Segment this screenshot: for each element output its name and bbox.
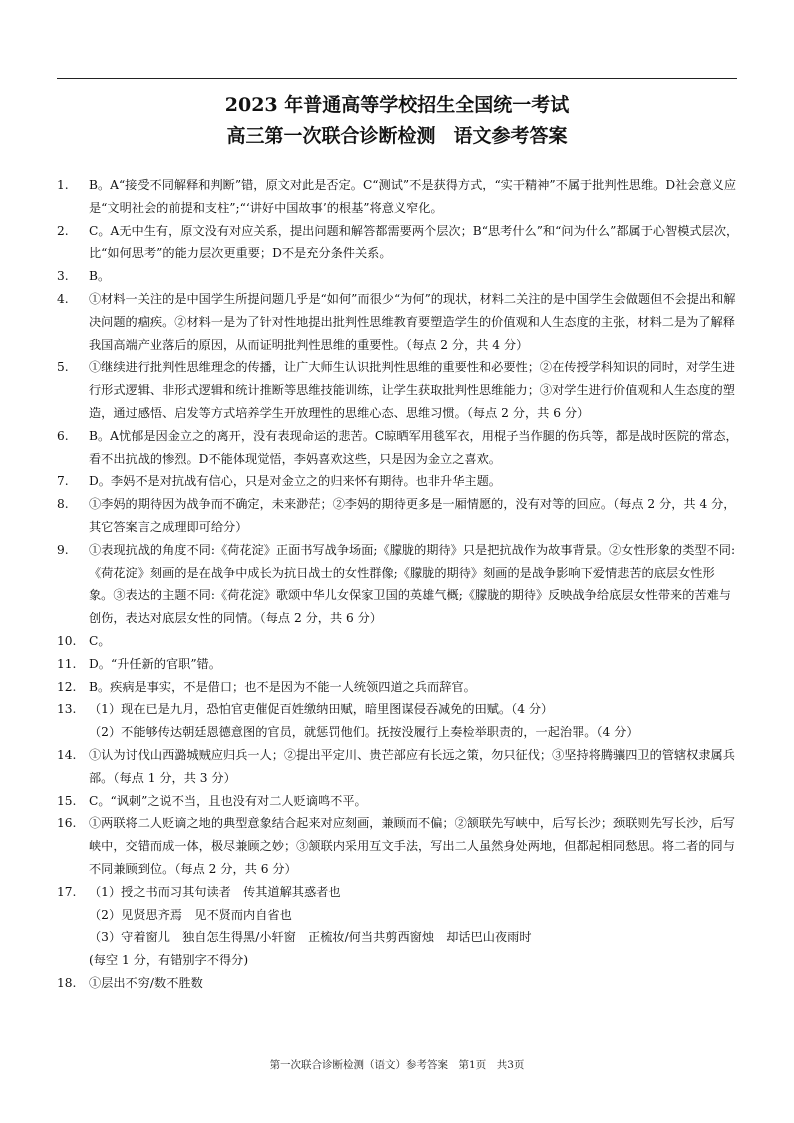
answer-number: 13. — [57, 702, 77, 717]
answer-item — [57, 790, 739, 813]
answer-number: 17. — [57, 884, 77, 899]
answer-item — [57, 288, 739, 356]
answer-text: ①认为讨伐山西潞城贼应归兵一人；②提出平定川、贵芒部应有长远之策，勿只征伐；③坚持将腾骧四卫的管辖权隶属兵部。（每点 1 分，共 3 分） — [89, 747, 735, 785]
answer-text: ①层出不穷/数不胜数 — [89, 975, 203, 990]
top-rule — [57, 78, 737, 79]
answer-text: D。“升任新的官职”错。 — [89, 656, 221, 671]
answer-item — [57, 744, 739, 790]
answer-number: 18. — [57, 975, 77, 990]
answer-number: 10. — [57, 633, 77, 648]
answer-item — [57, 356, 739, 424]
answer-text: B。A“接受不同解释和判断”错，原文对此是否定。C“测试”不是获得方式，“实干精神”不属于批判性思维。D社会意义应是“文明社会的前提和支柱”;“‘讲好中国故事’的根基”将意义窄化。 — [89, 178, 737, 215]
answer-text: B。 — [89, 269, 111, 284]
answer-number: 9. — [57, 542, 69, 557]
exam-title: 2023 年普通高等学校招生全国统一考试 — [224, 94, 570, 116]
answer-item — [57, 265, 739, 288]
answer-item — [57, 972, 739, 995]
answer-item — [57, 220, 739, 266]
answer-number: 11. — [57, 656, 77, 671]
answer-text: ①继续进行批判性思维理念的传播，让广大师生认识批判性思维的重要性和必要性；②在传授学科知识的同时，对学生进行形式逻辑、非形式逻辑和统计推断等思维技能训练，让学生获取批判性思维能力；③对学生进行价值观和人生态度的塑造，通过感悟、启发等方式培养学生开放理性的思维心态、思维习惯。（每点 2 分，共 6 分） — [89, 360, 735, 420]
answer-text: （2）不能够传达朝廷恩德意图的官员，就惩罚他们。抚按没履行上奏检举职责的，一起治罪。（4 分） — [89, 725, 639, 740]
answer-text: （3）守着窗儿 独自怎生得黑/小轩窗 正梳妆/何当共剪西窗烛 却话巴山夜雨时 — [89, 930, 532, 945]
answer-item — [57, 653, 739, 676]
answer-text: ①材料一关注的是中国学生所提问题几乎是“如何”而很少“为何”的现状，材料二关注的是中国学生会做题但不会提出和解决问题的痼疾。②材料一是为了针对性地提出批判性思维教育要塑造学生的价值观和人生态度的主张，材料二是为了解释我国高端产业落后的原因，从而证明批判性思维的重要性。（每点 2 分，共 4 分） — [89, 291, 736, 352]
answer-number: 14. — [57, 747, 77, 762]
answer-number: 15. — [57, 793, 77, 808]
answer-number: 2. — [57, 223, 69, 238]
answer-item — [57, 539, 739, 630]
answer-text: （2）见贤思齐焉 见不贤而内自省也 — [89, 907, 292, 922]
answer-item — [57, 470, 739, 493]
answer-number: 1. — [57, 178, 69, 192]
answer-number: 12. — [57, 679, 77, 694]
answer-item — [57, 676, 739, 699]
answer-text: （1）现在已是九月，恐怕官吏催促百姓缴纳田赋，暗里图谋侵吞减免的田赋。（4 分） — [89, 702, 554, 717]
answer-text: B。疾病是事实，不是借口；也不是因为不能一人统领四道之兵而辞官。 — [89, 679, 476, 694]
exam-name: 高三第一次联合诊断检测 — [226, 125, 436, 147]
answer-text: C。A无中生有，原文没有对应关系，提出问题和解答都需要两个层次；B“思考什么”和“问为什么”都属于心智模式层次，比“如何思考”的能力层次更重要；D不是充分条件关系。 — [89, 223, 739, 261]
answer-item — [57, 881, 739, 972]
answer-text: (每空 1 分，有错别字不得分) — [89, 953, 249, 968]
answer-number: 8. — [57, 497, 69, 512]
answer-number: 3. — [57, 269, 69, 284]
answer-number: 7. — [57, 474, 69, 489]
answer-item — [57, 812, 739, 880]
answer-text: B。A忧郁是因金立之的离开，没有表现命运的悲苦。C晾晒军用毯军衣，用棍子当作腿的伤兵等，都是战时医院的常态，看不出抗战的惨烈。D不能体现觉悟，李妈喜欢这些，只是因为金立之喜欢。 — [89, 428, 738, 466]
answer-text: ①两联将二人贬谪之地的典型意象结合起来对应刻画，兼顾而不偏；②颔联先写峡中，后写长沙；颈联则先写长沙，后写峡中，交错而成一体，极尽兼顾之妙；③颔联内采用互文手法，写出二人虽然身处两地，但都起相同愁思。将二者的同与不同兼顾到位。（每点 2 分，共 6 分） — [89, 816, 735, 876]
answer-list — [57, 174, 739, 995]
answer-item — [57, 174, 739, 220]
answer-text: ①李妈的期待因为战争而不确定，未来渺茫；②李妈的期待更多是一厢情愿的，没有对等的回应。（每点 2 分，共 4 分，其它答案言之成理即可给分） — [89, 497, 736, 534]
subject-label: 语文参考答案 — [453, 125, 568, 147]
document-title — [0, 121, 794, 148]
answer-text: ①表现抗战的角度不同:《荷花淀》正面书写战争场面;《朦胧的期待》只是把抗战作为故事背景。②女性形象的类型不同:《荷花淀》刻画的是在战争中成长为抗日战士的女性群像;《朦胧的期待》刻画的是战争影响下爱情悲苦的底层女性形象。③表达的主题不同:《荷花淀》歌颂中华儿女保家卫国的英雄气概;《朦胧的期待》反映战争给底层女性带来的苦难与创伤，表达对底层女性的同情。（每点 2 分，共 6 分） — [89, 542, 736, 626]
answer-text: D。李妈不是对抗战有信心，只是对金立之的归来怀有期待。也非升华主题。 — [89, 474, 501, 489]
page-footer: 第一次联合诊断检测（语文）参考答案 第1页 共3页 — [269, 1059, 525, 1071]
answer-number: 6. — [57, 428, 69, 443]
answer-number: 5. — [57, 360, 69, 375]
answer-text: C。“讽刺”之说不当，且也没有对二人贬谪鸣不平。 — [89, 793, 367, 808]
answer-number: 16. — [57, 816, 77, 831]
answer-item — [57, 425, 739, 471]
answer-text: C。 — [89, 633, 111, 648]
answer-item — [57, 630, 739, 653]
answer-number: 4. — [57, 291, 69, 306]
answer-item — [57, 698, 739, 744]
answer-item — [57, 493, 739, 539]
answer-text: （1）授之书而习其句读者 传其道解其惑者也 — [89, 884, 341, 899]
